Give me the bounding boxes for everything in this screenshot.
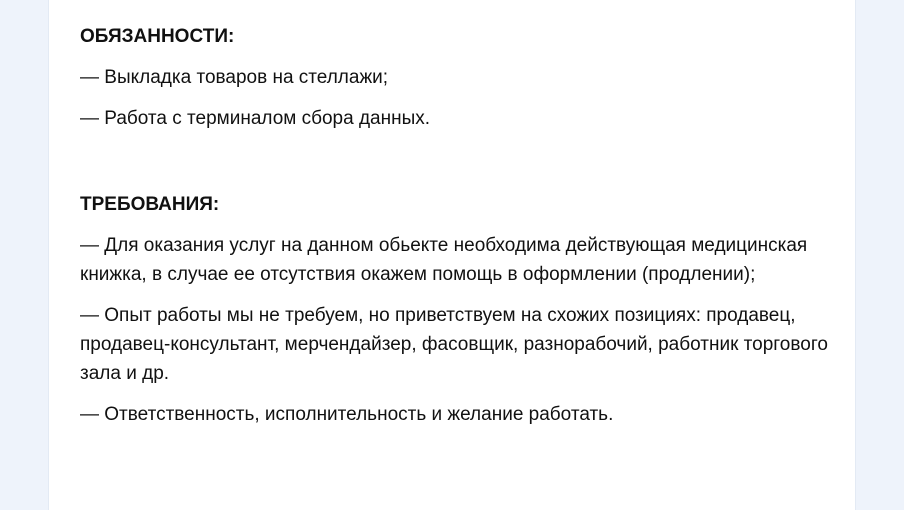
section-spacer bbox=[80, 145, 840, 190]
requirements-item: — Опыт работы мы не требуем, но приветствуем на схожих позициях: продавец, продавец-консультант, мерчендайзер, фасовщик, разнорабочий, работник торгового зала и др. bbox=[80, 305, 828, 384]
duties-heading: ОБЯЗАННОСТИ: bbox=[80, 26, 235, 47]
requirements-item: — Ответственность, исполнительность и желание работать. bbox=[80, 404, 614, 425]
requirements-heading: ТРЕБОВАНИЯ: bbox=[80, 194, 220, 215]
vacancy-description-card bbox=[49, 0, 855, 510]
duties-item: — Выкладка товаров на стеллажи; bbox=[80, 67, 389, 88]
requirements-item: — Для оказания услуг на данном обьекте необходима действующая медицинская книжка, в случае ее отсутствия окажем помощь в оформлении (продлении); bbox=[80, 235, 808, 285]
vacancy-description bbox=[80, 22, 840, 441]
duties-item: — Работа с терминалом сбора данных. bbox=[80, 108, 431, 129]
